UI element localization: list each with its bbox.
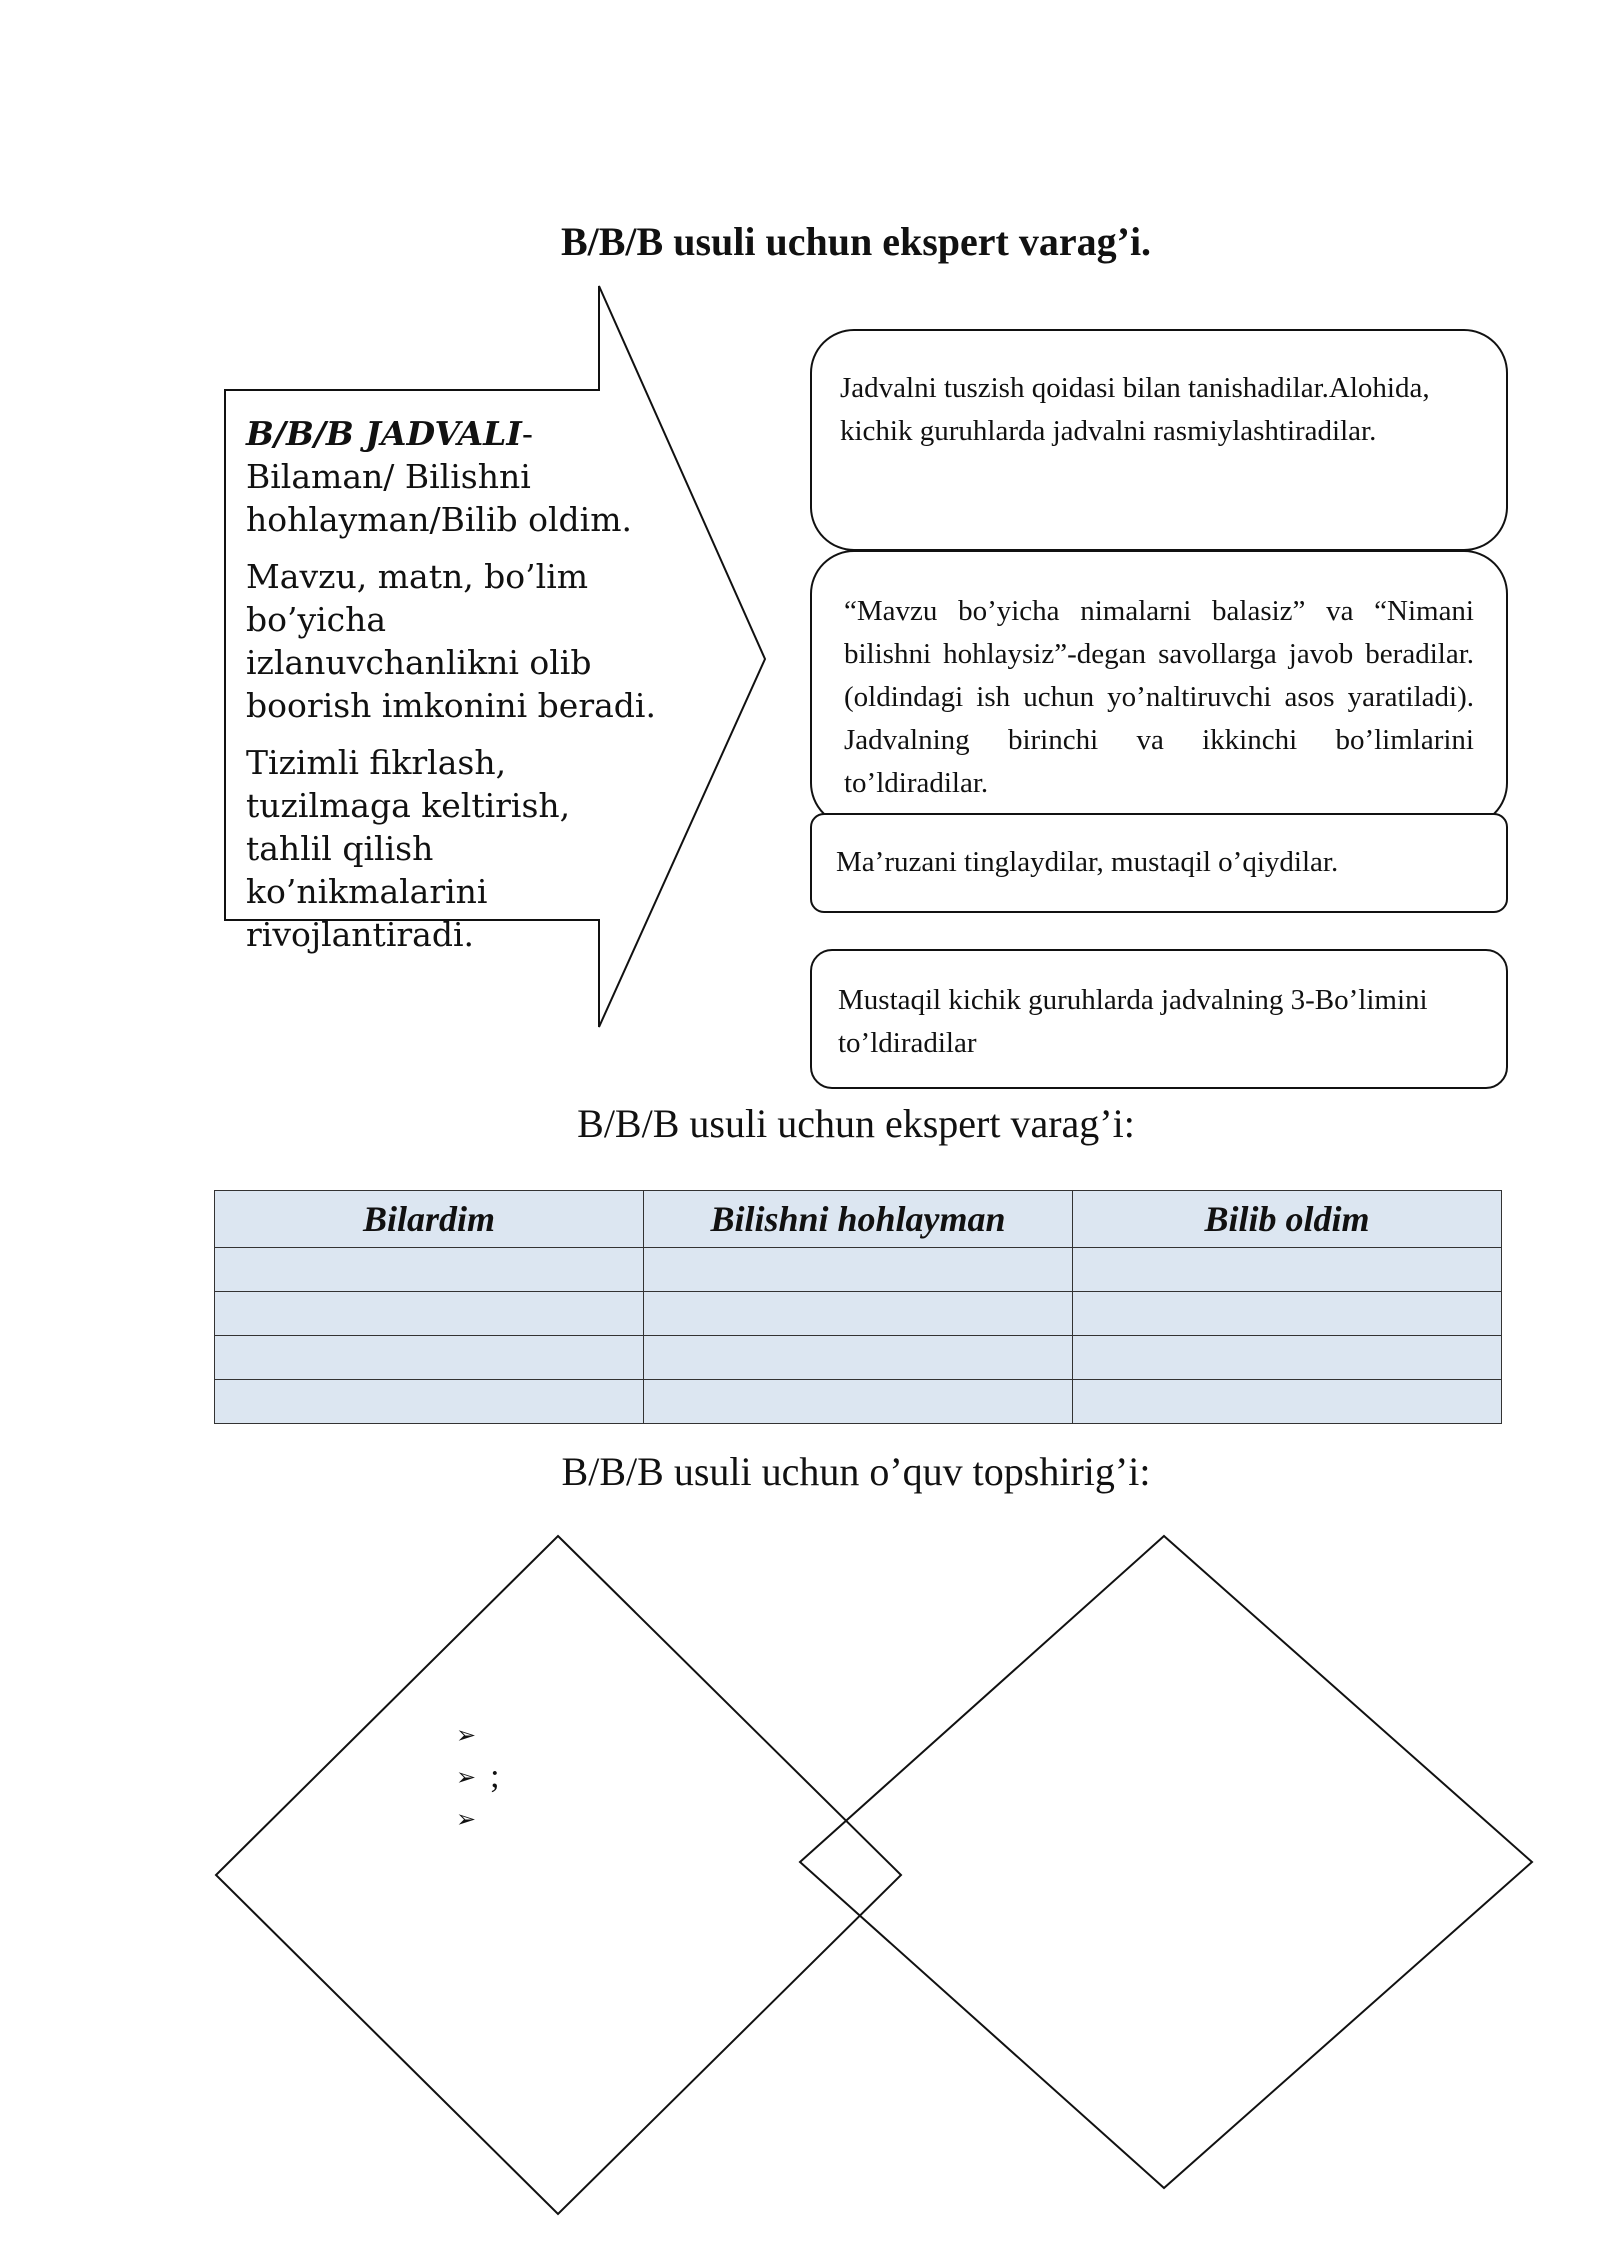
method-skills: Tizimli fikrlash, tuzilmaga keltirish, tahlil qilish ko’nikmalarini rivojlantiradi. [246,743,571,954]
step-box-4: Mustaqil kichik guruhlarda jadvalning 3-Bo’limini to’ldiradilar [810,949,1508,1089]
bullet-item-2 [456,1758,500,1795]
table-cell [215,1380,644,1424]
table-cell [644,1248,1073,1292]
method-subtitle: Bilaman/ Bilishni hohlayman/Bilib oldim. [246,457,632,539]
table-cell [644,1380,1073,1424]
bullet-semicolon: ; [490,1758,500,1795]
table-cell [1073,1336,1502,1380]
step-box-2: “Mavzu bo’yicha nimalarni balasiz” va “Nimani bilishni hohlaysiz”-degan savollarga javob beradilar. (oldindagi ish uchun yo’naltiruvchi asos yaratiladi). Jadvalning birinchi va ikkinchi bo’limlarini to’ldiradilar. [810,550,1508,827]
method-purpose: Mavzu, matn, bo’lim bo’yicha izlanuvchanlikni olib boorish imkonini beradi. [246,557,656,725]
arrow-bullet-icon: ➢ [456,1721,477,1749]
table-title: B/B/B usuli uchun ekspert varag’i: [577,1101,1135,1146]
table-cell [644,1292,1073,1336]
header-bilib-oldim: Bilib oldim [1073,1191,1502,1248]
table-row [215,1248,1502,1292]
bullet-item-3 [456,1804,476,1834]
diamond-right [800,1536,1532,2188]
arrow-bullet-icon: ➢ [456,1763,477,1791]
diamond-left [216,1536,901,2214]
method-heading: B/B/B JADVALI [246,414,522,453]
arrow-bullet-icon: ➢ [456,1805,477,1833]
table-cell [1073,1248,1502,1292]
step-box-1: Jadvalni tuszish qoidasi bilan tanishadilar.Alohida, kichik guruhlarda jadvalni rasmiylashtiradilar. [810,329,1508,551]
task-title: B/B/B usuli uchun o’quv topshirig’i: [561,1449,1151,1494]
venn-diamonds [0,1520,1600,2220]
table-cell [1073,1292,1502,1336]
method-heading-dash: - [521,414,533,453]
table-cell [644,1336,1073,1380]
table-row [215,1380,1502,1424]
table-cell [215,1292,644,1336]
table-cell [215,1248,644,1292]
bullet-item-1 [456,1720,476,1750]
table-row [215,1292,1502,1336]
table-cell [215,1336,644,1380]
header-bilishni-hohlayman: Bilishni hohlayman [644,1191,1073,1248]
arrow-description [246,412,666,970]
table-cell [1073,1380,1502,1424]
header-bilardim: Bilardim [215,1191,644,1248]
page-title: B/B/B usuli uchun ekspert varag’i. [560,219,1152,264]
kwl-table [214,1190,1502,1424]
step-box-3: Ma’ruzani tinglaydilar, mustaqil o’qiydilar. [810,813,1508,913]
table-header-row [215,1191,1502,1248]
table-row [215,1336,1502,1380]
